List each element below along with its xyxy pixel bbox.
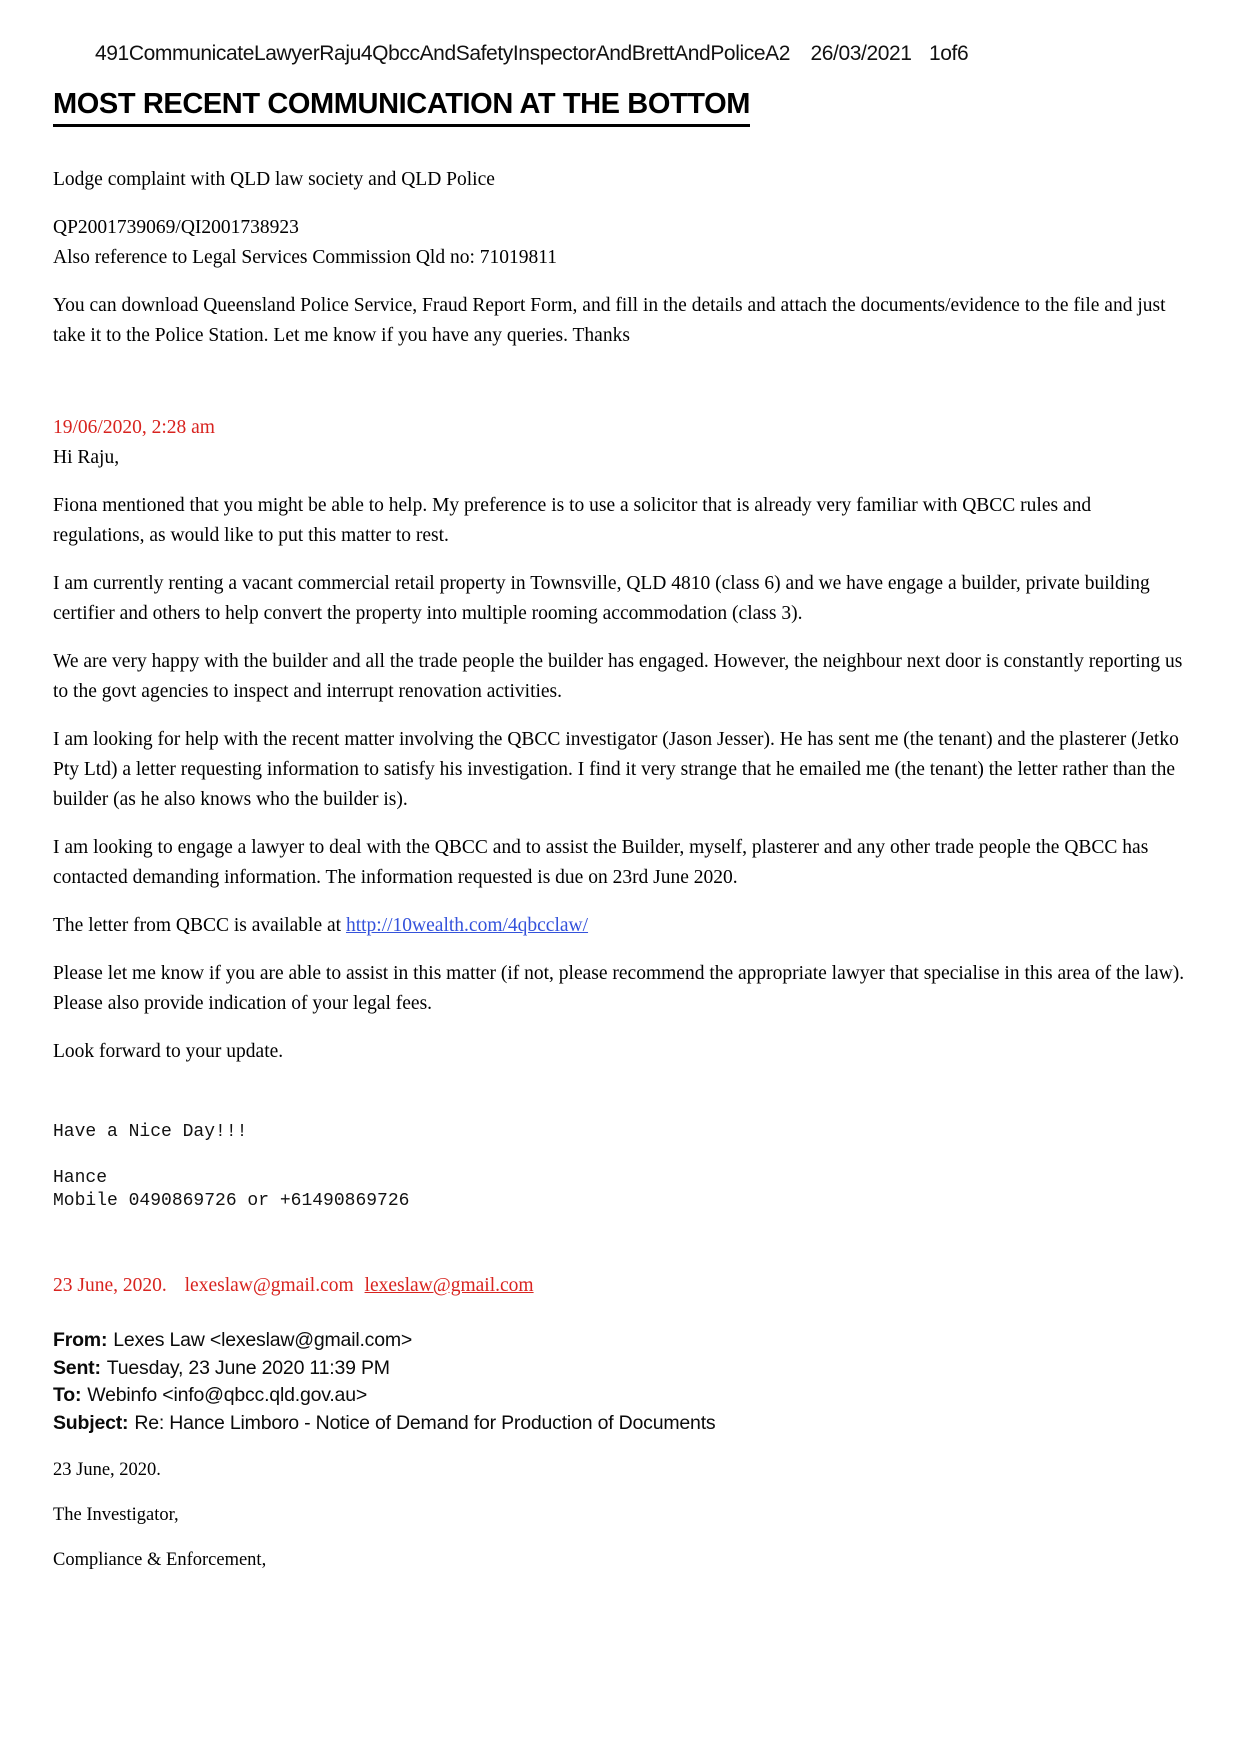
email-message-1 — [53, 413, 1187, 1213]
email1-stamp-block — [53, 413, 1187, 473]
email-message-2 — [53, 1271, 1187, 1574]
to-value: Webinfo <info@qbcc.qld.gov.au> — [87, 1384, 368, 1406]
qbcc-letter-line — [53, 911, 1187, 941]
subject-label: Subject: — [53, 1411, 129, 1434]
email2-body-addressee: The Investigator, — [53, 1505, 179, 1525]
email2-sent-row — [53, 1355, 1187, 1383]
document-header — [53, 42, 1187, 66]
qbcc-letter-link[interactable]: http://10wealth.com/4qbcclaw/ — [345, 915, 589, 936]
email2-body-department: Compliance & Enforcement, — [53, 1550, 267, 1570]
email2-subject-row — [53, 1410, 1187, 1438]
email2-from-row — [53, 1327, 1187, 1355]
sent-value: Tuesday, 23 June 2020 11:39 PM — [106, 1356, 390, 1379]
email2-date: 23 June, 2020. — [53, 1275, 167, 1296]
email2-sender-email-link[interactable]: lexeslaw@gmail.com — [364, 1275, 534, 1296]
email2-sender-email: lexeslaw@gmail.com — [184, 1275, 354, 1296]
email1-paragraph: We are very happy with the builder and all the trade people the builder has engaged. However, the neighbour next door is constantly reporting us to the govt agencies to inspect and interrupt renovation activities. — [53, 651, 1183, 702]
signature-name: Hance — [53, 1168, 108, 1188]
email1-paragraph: I am looking for help with the recent matter involving the QBCC investigator (Jason Jesser). He has sent me (the tenant) and the plasterer (Jetko Pty Ltd) a letter requesting information to satisfy his investigation. I find it very strange that he emailed me (the tenant) the letter rather than the builder (as he also knows who the builder is). — [53, 729, 1179, 810]
email1-paragraph: I am currently renting a vacant commercial retail property in Townsville, QLD 4810 (class 6) and we have engage a builder, private building certifier and others to help convert the property into multiple rooming accommodation (class 3). — [53, 573, 1150, 624]
email1-paragraph: Please let me know if you are able to assist in this matter (if not, please recommend the appropriate lawyer that specialise in this area of the law). Please also provide indication of your legal fees. — [53, 963, 1185, 1014]
title-row — [53, 88, 1187, 127]
from-value: Lexes Law <lexeslaw@gmail.com> — [113, 1329, 413, 1351]
to-label: To: — [53, 1384, 82, 1406]
police-reference-number: QP2001739069/QI2001738923 — [53, 217, 299, 238]
email2-dateline — [53, 1271, 1187, 1301]
reference-numbers — [53, 213, 1187, 273]
page-title: MOST RECENT COMMUNICATION AT THE BOTTOM — [53, 88, 750, 127]
complaint-note: Lodge complaint with QLD law society and QLD Police — [53, 169, 495, 190]
email1-timestamp: 19/06/2020, 2:28 am — [53, 417, 215, 438]
signature-mobile: Mobile 0490869726 or +61490869726 — [53, 1191, 410, 1211]
document-filename: 491CommunicateLawyerRaju4QbccAndSafetyInspectorAndBrettAndPoliceA2 — [95, 42, 791, 65]
sent-label: Sent: — [53, 1356, 101, 1379]
legal-services-reference: Also reference to Legal Services Commission Qld no: 71019811 — [53, 247, 558, 268]
subject-value: Re: Hance Limboro - Notice of Demand for Production of Documents — [134, 1411, 716, 1434]
email2-header-block — [53, 1327, 1187, 1437]
email1-paragraph: Fiona mentioned that you might be able to help. My preference is to use a solicitor that is already very familiar with QBCC rules and regulations, as would like to put this matter to rest. — [53, 495, 1092, 546]
document-date: 26/03/2021 — [810, 42, 912, 65]
signature-salutation: Have a Nice Day!!! — [53, 1122, 248, 1142]
from-label: From: — [53, 1329, 108, 1351]
police-download-note: You can download Queensland Police Service, Fraud Report Form, and fill in the details and attach the documents/evidence to the file and just take it to the Police Station. Let me know if you have any queries. Thanks — [53, 295, 1166, 346]
email2-to-row — [53, 1382, 1187, 1410]
qbcc-letter-line-prefix: The letter from QBCC is available at — [53, 915, 346, 936]
email2-body-date: 23 June, 2020. — [53, 1460, 161, 1480]
email1-greeting: Hi Raju, — [53, 447, 120, 468]
page-indicator: 1of6 — [929, 42, 969, 65]
email1-paragraph: I am looking to engage a lawyer to deal with the QBCC and to assist the Builder, myself, plasterer and any other trade people the QBCC has contacted demanding information. The information requested is due on 23rd June 2020. — [53, 837, 1149, 888]
email1-paragraph: Look forward to your update. — [53, 1041, 284, 1062]
email1-signature — [53, 1121, 1187, 1213]
